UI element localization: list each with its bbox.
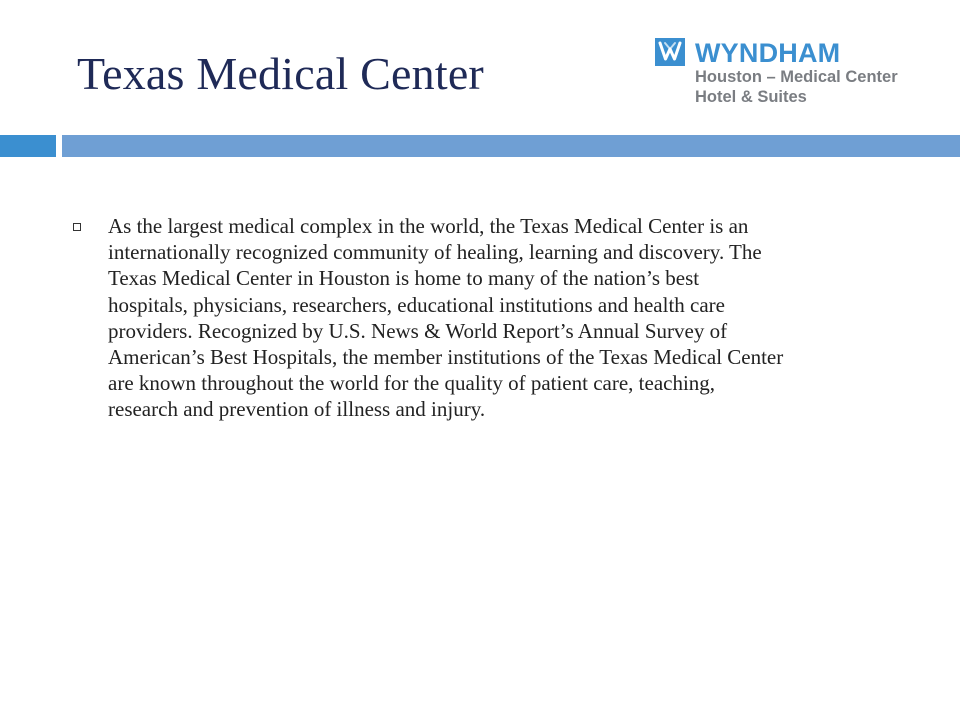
paragraph-line: research and prevention of illness and injury. — [108, 397, 486, 422]
paragraph-line: Texas Medical Center in Houston is home to many of the nation’s best — [108, 266, 700, 291]
wyndham-w-icon — [655, 38, 685, 66]
logo-brand-name: WYNDHAM — [695, 38, 841, 68]
wyndham-logo — [655, 38, 955, 110]
paragraph-line: internationally recognized community of healing, learning and discovery. The — [108, 240, 762, 265]
paragraph-line: providers. Recognized by U.S. News & World Report’s Annual Survey of — [108, 318, 728, 343]
paragraph-line: are known throughout the world for the quality of patient care, teaching, — [108, 371, 716, 396]
logo-subtitle-line1: Houston – Medical Center — [695, 68, 898, 86]
paragraph-line: hospitals, physicians, researchers, educational institutions and health care — [108, 292, 725, 317]
body-bullet-list — [60, 213, 930, 423]
paragraph-line: American’s Best Hospitals, the member institutions of the Texas Medical Center — [108, 345, 784, 370]
slide-title: Texas Medical Center — [77, 48, 484, 99]
square-bullet-icon — [73, 223, 81, 231]
paragraph-line: As the largest medical complex in the world, the Texas Medical Center is an — [108, 214, 749, 238]
body-paragraph — [60, 213, 930, 423]
header-rule-left — [0, 135, 56, 157]
logo-subtitle-line2: Hotel & Suites — [695, 88, 807, 106]
header-rule-right — [62, 135, 960, 157]
